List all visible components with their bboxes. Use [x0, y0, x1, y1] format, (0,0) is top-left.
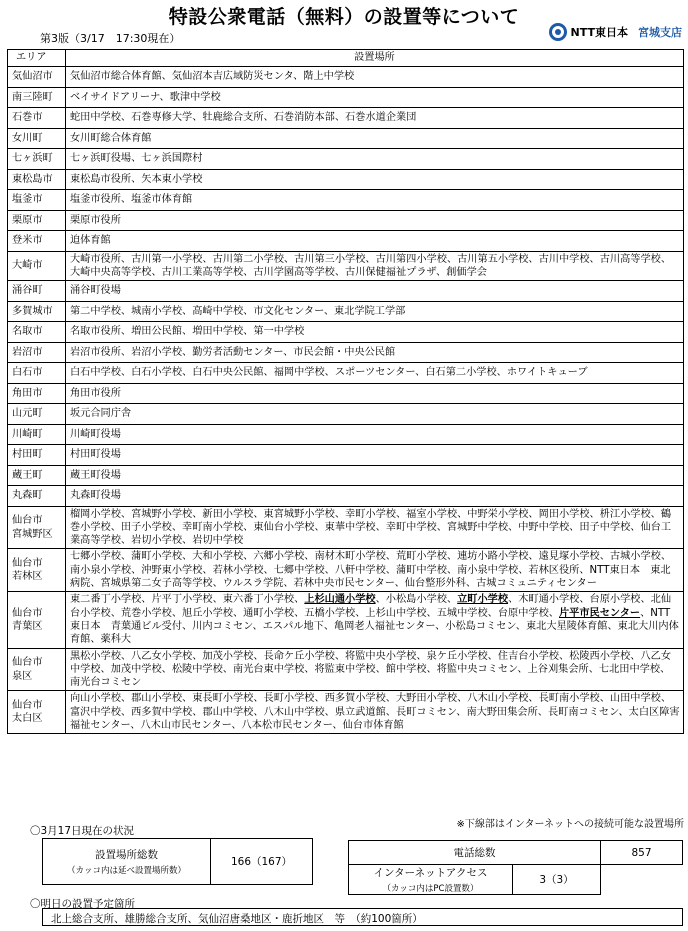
place-cell	[66, 383, 684, 404]
area-cell: 多賀城市	[8, 301, 66, 322]
place-text: 迫体育館	[70, 235, 111, 247]
place-text: 塩釜市役所、塩釜市体育館	[70, 194, 193, 206]
table-row	[8, 506, 684, 549]
place-cell	[66, 363, 684, 384]
area-cell: 丸森町	[8, 486, 66, 507]
area-cell: 石巻市	[8, 108, 66, 129]
table-row	[8, 465, 684, 486]
place-cell	[66, 301, 684, 322]
area-cell: 大崎市	[8, 251, 66, 281]
page-title: 特設公衆電話（無料）の設置等について	[168, 6, 520, 28]
place-cell	[66, 592, 684, 648]
place-cell	[66, 342, 684, 363]
area-cell: 女川町	[8, 128, 66, 149]
area-cell: 川崎町	[8, 424, 66, 445]
place-text: 岩沼市役所、岩沼小学校、勤労者活動センター、市民会館・中央公民館	[70, 346, 396, 358]
area-cell: 登米市	[8, 231, 66, 252]
place-cell	[66, 404, 684, 425]
table-row	[8, 424, 684, 445]
place-cell	[66, 486, 684, 507]
place-text: 川崎町役場	[70, 428, 121, 440]
column-header-place: 設置場所	[66, 50, 684, 67]
area-cell: 東松島市	[8, 169, 66, 190]
place-cell	[66, 210, 684, 231]
place-cell	[66, 445, 684, 466]
place-text: ベイサイドアリーナ、歌津中学校	[70, 91, 221, 103]
place-text: 黒松小学校、八乙女小学校、加茂小学校、長命ケ丘小学校、将監中央小学校、泉ケ丘小学校、住吉台小学校、松陵西小学校、八乙女中学校、加茂中学校、松陵中学校、南光台東中学校、将監東中学校、館中学校、将監中央コミセン、上谷刈集会所、七北田中学校、南光台コミセン	[70, 650, 672, 689]
area-cell: 涌谷町	[8, 281, 66, 302]
place-text: 第二中学校、城南小学校、高崎中学校、市文化センター、東北学院工学部	[70, 305, 406, 317]
place-cell	[66, 128, 684, 149]
place-cell	[66, 322, 684, 343]
internet-location: 立町小学校	[457, 594, 509, 606]
area-cell: 七ヶ浜町	[8, 149, 66, 170]
area-cell: 仙台市 青葉区	[8, 592, 66, 648]
internet-sub: （カッコ内はPC設置数）	[382, 884, 479, 894]
table-row	[8, 383, 684, 404]
installation-table	[7, 49, 684, 734]
table-header-row	[8, 50, 684, 67]
edition-label: 第3版（3/17 17:30現在）	[40, 32, 181, 45]
area-cell: 気仙沼市	[8, 67, 66, 88]
table-row	[8, 445, 684, 466]
table-row	[8, 251, 684, 281]
table-row	[8, 322, 684, 343]
tomorrow-heading: 〇明日の設置予定箇所	[30, 898, 135, 910]
locations-sub: （カッコ内は延べ設置場所数）	[67, 866, 186, 876]
place-cell	[66, 190, 684, 211]
area-cell: 角田市	[8, 383, 66, 404]
place-text: 、木町通小学校、台原小学校、北仙台小学校、荒巻小学校、旭丘小学校、通町小学校、五橋小学校、上杉山中学校、五城中学校、台原中学校、	[70, 594, 672, 619]
area-cell: 岩沼市	[8, 342, 66, 363]
table-row	[8, 342, 684, 363]
table-row	[8, 592, 684, 648]
table-row	[8, 149, 684, 170]
place-text: 名取市役所、増田公民館、増田中学校、第一中学校	[70, 326, 305, 338]
table-row	[8, 486, 684, 507]
table-row	[8, 190, 684, 211]
internet-location: 片平市民センター	[559, 607, 641, 619]
phones-value: 857	[601, 841, 683, 865]
place-text: 東二番丁小学校、片平丁小学校、東六番丁小学校、	[70, 594, 305, 606]
table-row	[8, 128, 684, 149]
place-text: 榴岡小学校、宮城野小学校、新田小学校、東宮城野小学校、幸町小学校、福室小学校、中野栄小学校、岡田小学校、枡江小学校、鶴巻小学校、田子小学校、幸町南小学校、東仙台小学校、東華中学校、幸町中学校、宮城野中学校、中野中学校、田子中学校、仙台工業高等学校、岩切小学校、岩切中学校	[70, 508, 672, 547]
table-row	[8, 87, 684, 108]
place-cell	[66, 465, 684, 486]
place-text: 七郷小学校、蒲町小学校、大和小学校、六郷小学校、南材木町小学校、荒町小学校、連坊小路小学校、遠見塚小学校、古城小学校、南小泉小学校、沖野東小学校、若林小学校、七郷中学校、八軒中学校、蒲町中学校、南小泉中学校、若林区役所、NTT東日本 東北病院、宮城県第二女子高等学校、ウルスラ学院、若林中央市民センター、仙台整形外科、古城コミュニティセンター	[70, 551, 672, 590]
place-text: 、小松島小学校、	[375, 594, 458, 606]
table-row	[8, 549, 684, 592]
tomorrow-locations: 北上総合支所、雄勝総合支所、気仙沼唐桑地区・鹿折地区 等 （約100箇所）	[42, 908, 683, 926]
place-text: 大崎市役所、古川第一小学校、古川第二小学校、古川第三小学校、古川第四小学校、古川第五小学校、古川中学校、古川高等学校、大崎中央高等学校、古川工業高等学校、古川学園高等学校、古川保健福祉プラザ、創価学会	[70, 253, 672, 278]
area-cell: 仙台市 若林区	[8, 549, 66, 592]
place-cell	[66, 108, 684, 129]
place-cell	[66, 506, 684, 549]
table-row	[8, 67, 684, 88]
place-text: 向山小学校、郡山小学校、東長町小学校、長町小学校、西多賀小学校、大野田小学校、八木山小学校、長町南小学校、山田中学校、富沢中学校、西多賀中学校、郡山中学校、八木山中学校、県立武道館、長町コミセン、南大野田集会所、長町南コミセン、太白区障害福祉センター、八木山市民センター、八本松市民センター、仙台市体育館	[70, 693, 680, 732]
place-cell	[66, 87, 684, 108]
area-cell: 塩釜市	[8, 190, 66, 211]
table-row	[8, 363, 684, 384]
place-text: 白石中学校、白石小学校、白石中央公民館、福岡中学校、スポーツセンター、白石第二小学校、ホワイトキューブ	[70, 367, 588, 379]
area-cell: 仙台市 泉区	[8, 648, 66, 691]
table-row	[8, 231, 684, 252]
internet-label: インターネットアクセス	[373, 867, 488, 879]
place-text: 七ヶ浜町役場、七ヶ浜国際村	[70, 153, 203, 165]
internet-location: 上杉山通小学校	[304, 594, 376, 606]
place-cell	[66, 251, 684, 281]
area-cell: 南三陸町	[8, 87, 66, 108]
locations-summary-table	[42, 838, 313, 885]
area-cell: 白石市	[8, 363, 66, 384]
place-text: 角田市役所	[70, 387, 121, 399]
place-cell	[66, 281, 684, 302]
place-text: 坂元合同庁舎	[70, 408, 132, 420]
place-cell	[66, 549, 684, 592]
area-cell: 山元町	[8, 404, 66, 425]
table-row	[8, 210, 684, 231]
area-cell: 栗原市	[8, 210, 66, 231]
locations-label: 設置場所総数	[95, 849, 158, 861]
place-text: 気仙沼市総合体育館、気仙沼本吉広域防災センタ、階上中学校	[70, 71, 355, 83]
place-text: 涌谷町役場	[70, 285, 121, 297]
table-row	[8, 169, 684, 190]
place-text: 蛇田中学校、石巻専修大学、牡鹿総合支所、石巻消防本部、石巻水道企業団	[70, 112, 417, 124]
place-text: 、NTT東日本 青葉通ビル受付、川内コミセン、エスパル地下、亀岡老人福祉センター、小松島コミセン、東北大星陵体育館、東北大川内体育館、薬科大	[70, 607, 679, 646]
table-body	[8, 67, 684, 734]
internet-label-cell	[349, 865, 513, 895]
table-row	[8, 108, 684, 129]
area-cell: 蔵王町	[8, 465, 66, 486]
table-row	[8, 281, 684, 302]
table-row	[8, 301, 684, 322]
ntt-logo	[549, 23, 682, 41]
table-row	[8, 691, 684, 734]
phones-label: 電話総数	[349, 841, 601, 865]
place-cell	[66, 648, 684, 691]
phones-summary-table	[348, 840, 683, 895]
place-text: 東松島市役所、矢本東小学校	[70, 173, 203, 185]
place-cell	[66, 67, 684, 88]
place-cell	[66, 169, 684, 190]
internet-value: 3（3）	[513, 865, 601, 895]
place-text: 栗原市役所	[70, 214, 121, 226]
place-text: 村田町役場	[70, 449, 121, 461]
place-text: 蔵王町役場	[70, 469, 121, 481]
table-row	[8, 648, 684, 691]
place-cell	[66, 149, 684, 170]
branch-name: 宮城支店	[638, 26, 682, 39]
logo-text: NTT東日本	[570, 26, 628, 39]
place-text: 女川町総合体育館	[70, 132, 152, 144]
place-cell	[66, 691, 684, 734]
area-cell: 名取市	[8, 322, 66, 343]
place-cell	[66, 424, 684, 445]
status-heading: 〇3月17日現在の状況	[30, 825, 135, 837]
column-header-area: エリア	[8, 50, 66, 67]
area-cell: 仙台市 太白区	[8, 691, 66, 734]
place-text: 丸森町役場	[70, 490, 121, 502]
place-cell	[66, 231, 684, 252]
table-row	[8, 404, 684, 425]
area-cell: 仙台市 宮城野区	[8, 506, 66, 549]
locations-value: 166（167）	[211, 839, 313, 885]
underline-note: ※下線部はインターネットへの接続可能な設置場所	[456, 819, 684, 830]
ntt-logo-icon	[549, 23, 567, 41]
locations-label-cell	[43, 839, 211, 885]
area-cell: 村田町	[8, 445, 66, 466]
